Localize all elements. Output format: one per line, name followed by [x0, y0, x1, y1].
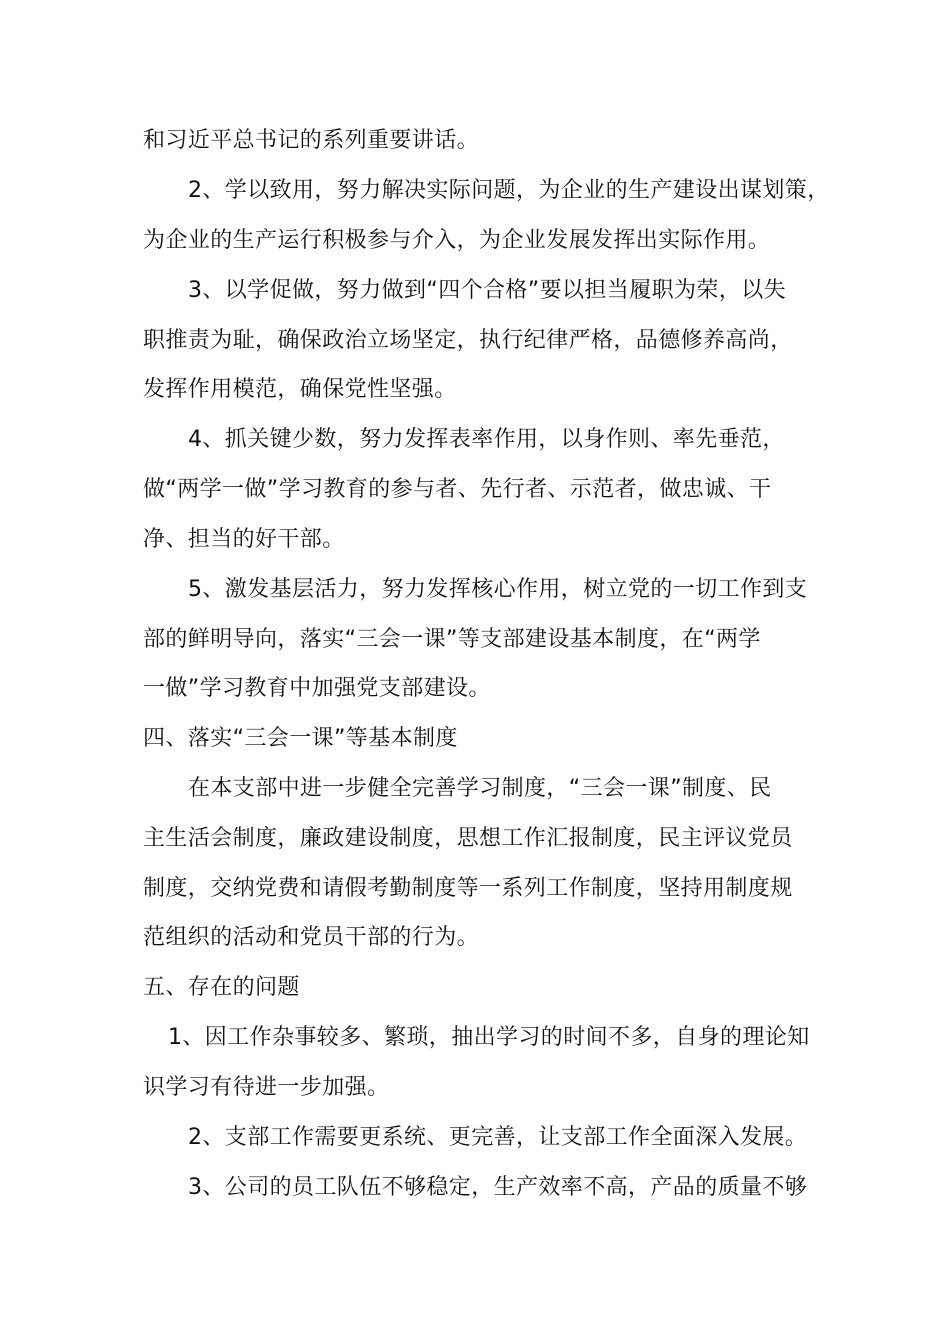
text-line: 3、以学促做，努力做到“四个合格”要以担当履职为荣，以失 — [188, 278, 786, 303]
text-line: 识学习有待进一步加强。 — [143, 1075, 390, 1100]
section-heading: 五、存在的问题 — [143, 975, 300, 1000]
text-line: 做“两学一做”学习教育的参与者、先行者、示范者，做忠诚、干 — [143, 477, 772, 502]
text-line: 4、抓关键少数，努力发挥表率作用，以身作则、率先垂范， — [188, 427, 785, 452]
text-line: 职推责为耻，确保政治立场坚定，执行纪律严格，品德修养高尚， — [143, 328, 793, 353]
text-line: 2、学以致用，努力解决实际问题，为企业的生产建设出谋划策， — [188, 178, 830, 203]
text-line: 在本支部中进一步健全完善学习制度，“三会一课”制度、民 — [188, 776, 772, 801]
text-line: 发挥作用模范，确保党性坚强。 — [143, 377, 457, 402]
text-line: 为企业的生产运行积极参与介入，为企业发展发挥出实际作用。 — [143, 228, 771, 253]
text-line: 主生活会制度，廉政建设制度，思想工作汇报制度，民主评议党员 — [143, 826, 793, 851]
text-line: 一做”学习教育中加强党支部建设。 — [143, 676, 491, 701]
text-line: 和习近平总书记的系列重要讲话。 — [143, 128, 480, 153]
text-line: 制度，交纳党费和请假考勤制度等一系列工作制度，坚持用制度规 — [143, 876, 793, 901]
text-line: 净、担当的好干部。 — [143, 527, 345, 552]
text-line: 5、激发基层活力，努力发挥核心作用，树立党的一切工作到支 — [188, 577, 808, 602]
text-line: 2、支部工作需要更系统、更完善，让支部工作全面深入发展。 — [188, 1125, 808, 1150]
text-line: 范组织的活动和党员干部的行为。 — [143, 925, 480, 950]
text-line: 1、因工作杂事较多、繁琐，抽出学习的时间不多，自身的理论知 — [168, 1025, 810, 1050]
text-line: 3、公司的员工队伍不够稳定，生产效率不高，产品的质量不够 — [188, 1175, 808, 1200]
section-heading: 四、落实“三会一课”等基本制度 — [143, 726, 458, 751]
text-line: 部的鲜明导向，落实“三会一课”等支部建设基本制度，在“两学 — [143, 627, 761, 652]
